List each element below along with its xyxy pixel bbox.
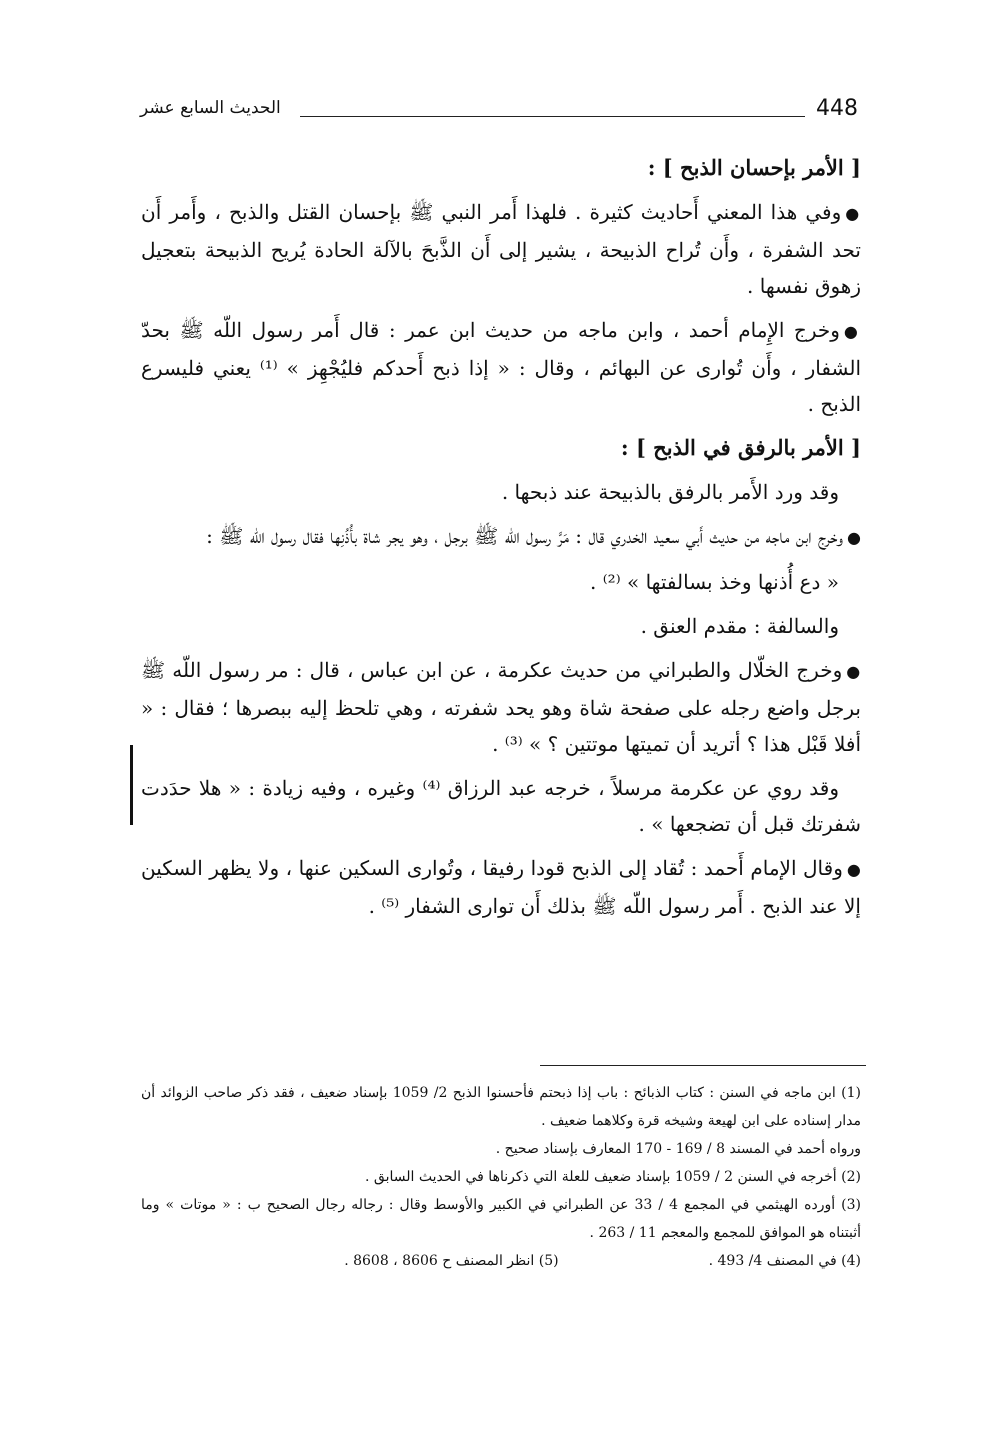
paragraph-8: وقد روي عن عكرمة مرسلاً ، خرجه عبد الرزاق ⁽⁴⁾ وغيره ، وفيه زيادة : « هلا حدَدت شفرتك قبل أن تضجعها » . <box>141 776 861 836</box>
paragraph-2-text: وخرج الإِمام أحمد ، وابن ماجه من حديث ابن عمر : قال أَمر رسول اللّه ﷺ بحدّ الشفار ، وأَن تُوارى عن البهائم ، وقال : « إذا ذبح أَحدكم فليُجْهِز » ⁽¹⁾ يعني فليسرع الذبح . <box>141 318 861 416</box>
bullet-icon: ● <box>846 662 861 681</box>
footnote-rule <box>540 1065 866 1066</box>
paragraph-9-text: وقال الإمام أَحمد : تُقاد إلى الذبح قودا رفيقا ، وتُوارى السكين عنها ، ولا يظهر السكين إلا عند الذبح . أَمر رسول اللّه ﷺ بذلك أَن توارى الشفار ⁽⁵⁾ . <box>141 856 861 918</box>
section-heading-2: [ الأمر بالرفق في الذبح ] : <box>620 435 861 460</box>
footnote-row-4-5 <box>141 1247 861 1275</box>
bullet-icon: ● <box>847 528 861 547</box>
paragraph-1-text: وفي هذا المعني أَحاديث كثيرة . فلهذا أَمر النبي ﷺ بإحسان القتل والذبح ، وأَمر أَن تحد الشفرة ، وأَن تُراح الذبيحة ، يشير إلى أَن الذَّبحَ بالآلة الحادة يُريح الذبيحة بتعجيل زهوق نفسها . <box>141 200 861 298</box>
paragraph-4-text: وخرج ابن ماجه من حديث أَبي سعيد الخدري قال : مَرَّ رسول اللّه ﷺ برجل ، وهو يجر شاة بأُذُنِها فقال رسول اللّه ﷺ : <box>206 524 844 548</box>
footnotes <box>141 1079 861 1275</box>
paragraph-7-text: وخرج الخلّال والطبراني من حديث عكرمة ، عن ابن عباس ، قال : مر رسول اللّه ﷺ برجل واضع رجله على صفحة شاة وهو يحد شفرته ، وهي تلحظ إليه ببصرها ؛ فقال : « أفلا قَبْل هذا ؟ أتريد أن تميتها موتتين ؟ » ⁽³⁾ . <box>141 658 861 756</box>
paragraph-1 <box>141 194 861 304</box>
main-text <box>141 150 861 932</box>
paragraph-7 <box>141 652 861 762</box>
header-rule <box>300 116 805 117</box>
paragraph-4 <box>141 518 861 556</box>
paragraph-5: « دع أُذنها وخذ بسالفتها » ⁽²⁾ . <box>590 570 839 594</box>
paragraph-6: والسالفة : مقدم العنق . <box>640 614 839 638</box>
margin-mark <box>130 745 133 825</box>
paragraph-9 <box>141 850 861 924</box>
page-number: 448 <box>816 96 858 121</box>
bullet-icon: ● <box>846 860 861 879</box>
bullet-icon: ● <box>843 322 861 341</box>
footnote-2: (2) أخرجه في السنن 2 / 1059 بإسناد ضعيف للعلة التي ذكرناها في الحديث السابق . <box>365 1169 861 1185</box>
footnote-3: (3) أورده الهيثمي في المجمع 4 / 33 عن الطبراني في الكبير والأوسط وقال : رجاله رجال الصحيح ب : « موتات » وما أثبتناه هو الموافق للمجمع والمعجم 11 / 263 . <box>141 1197 861 1241</box>
running-title: الحديث السابع عشر <box>140 98 281 118</box>
section-heading-1: [ الأمر بإحسان الذبح ] : <box>647 155 861 180</box>
bullet-icon: ● <box>845 204 862 223</box>
footnote-1-continued: ورواه أحمد في المسند 8 / 169 - 170 المعارف بإسناد صحيح . <box>495 1141 861 1157</box>
paragraph-2 <box>141 312 861 422</box>
paragraph-3: وقد ورد الأَمر بالرفق بالذبيحة عند ذبحها . <box>501 480 839 504</box>
footnote-5: (5) انظر المصنف ح 8606 ، 8608 . <box>344 1253 559 1269</box>
footnote-4: (4) في المصنف 4/ 493 . <box>708 1253 861 1269</box>
footnote-1: (1) ابن ماجه في السنن : كتاب الذبائح : باب إذا ذبحتم فأحسنوا الذبح 2/ 1059 بإسناد ضعيف ، فقد ذكر صاحب الزوائد أن مدار إسناده على ابن لهيعة وشيخه قرة وكلاهما ضعيف . <box>141 1085 862 1129</box>
page-header <box>140 96 870 136</box>
